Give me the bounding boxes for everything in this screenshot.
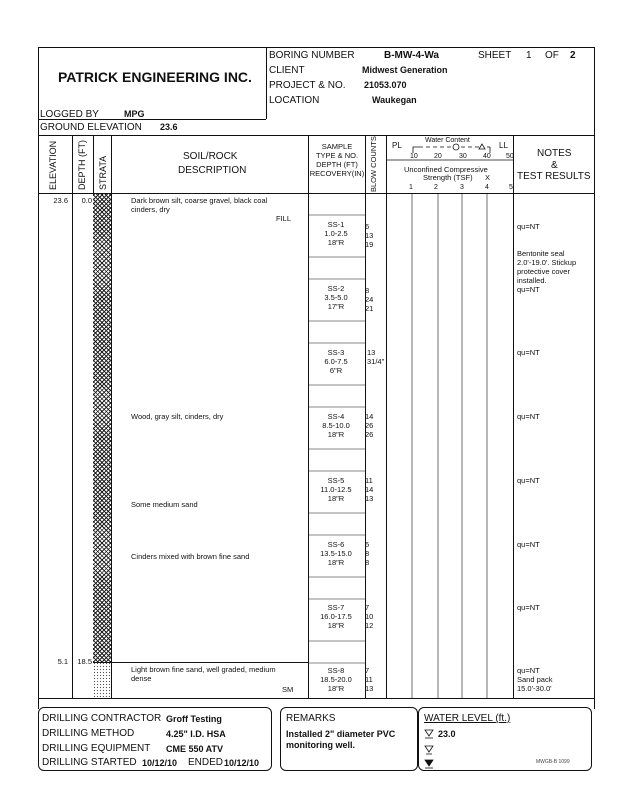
blows-ss5: 11 14 13 — [365, 476, 374, 503]
desc-fill-line1: Dark brown silt, coarse gravel, black coal — [131, 196, 268, 205]
ucs-tick-2: 2 — [434, 184, 438, 191]
project-label: PROJECT & NO. — [269, 80, 346, 91]
header-divider — [266, 47, 267, 119]
ended-label: ENDED — [188, 757, 224, 768]
wc-tick-40: 40 — [483, 153, 491, 160]
soil-header-line2: DESCRIPTION — [178, 165, 247, 176]
boring-number: B-MW-4-Wa — [384, 50, 439, 61]
method-label: DRILLING METHOD — [42, 728, 135, 739]
sample-ss4: SS-4 8.5-10.0 18"R — [322, 412, 350, 439]
ended-value: 10/12/10 — [224, 758, 260, 768]
chart-header-graphic — [386, 135, 513, 193]
elevation-header: ELEVATION — [48, 140, 58, 190]
method-value: 4.25" I.D. HSA — [166, 729, 226, 739]
note-ss5: qu=NT — [517, 476, 540, 485]
soil-header-line1: SOIL/ROCK — [183, 151, 238, 162]
col-line-elev — [72, 135, 73, 698]
notes-header-3: TEST RESULTS — [517, 171, 591, 182]
contractor-label: DRILLING CONTRACTOR — [42, 713, 162, 724]
remarks-line2: monitoring well. — [286, 740, 355, 750]
location-value: Waukegan — [372, 95, 417, 105]
water-level-symbols — [424, 729, 434, 769]
desc-fill-tag: FILL — [276, 214, 292, 223]
desc-wood: Wood, gray silt, cinders, dry — [131, 412, 224, 421]
ground-elevation-label: GROUND ELEVATION — [40, 122, 142, 133]
notes-header-2: & — [551, 160, 558, 171]
sample-ss3: SS-3 6.0-7.5 6"R — [324, 348, 348, 375]
remarks-label: REMARKS — [286, 713, 336, 724]
water-level-label: WATER LEVEL (ft.) — [424, 713, 511, 724]
note-ss7: qu=NT — [517, 603, 540, 612]
desc-sand-line1: Light brown fine sand, well graded, medium — [131, 665, 276, 674]
chart-gridlines — [386, 193, 513, 698]
sample-header-4: RECOVERY(IN) — [309, 169, 365, 178]
sample-header-1: SAMPLE — [321, 142, 353, 151]
sheet-label: SHEET — [478, 50, 512, 61]
project-number: 21053.070 — [364, 80, 407, 90]
desc-medium-sand: Some medium sand — [131, 500, 198, 509]
ucs-tick-3: 3 — [460, 184, 464, 191]
sample-ss7: SS-7 16.0-17.5 18"R — [320, 603, 352, 630]
client-value: Midwest Generation — [362, 65, 448, 75]
blows-ss3: 13 31/4" — [367, 348, 385, 366]
strata-fill-pattern — [93, 194, 111, 662]
sample-header-3: DEPTH (FT) — [316, 160, 358, 169]
equipment-label: DRILLING EQUIPMENT — [42, 743, 151, 754]
sample-ss8: SS-8 18.5-20.0 18"R — [320, 666, 352, 693]
elevation-bottom: 5.1 — [57, 657, 68, 666]
note-ss8: qu=NT Sand pack 15.0'-30.0' — [517, 666, 553, 693]
col-line-chart — [513, 135, 514, 698]
desc-cinders: Cinders mixed with brown fine sand — [131, 552, 250, 561]
left-border — [38, 47, 39, 709]
col-line-strata — [111, 135, 112, 698]
blows-ss7: 7 10 12 — [365, 603, 374, 630]
client-label: CLIENT — [269, 65, 305, 76]
top-border — [38, 47, 594, 48]
ucs-x-label: X — [485, 173, 491, 182]
form-code: MWGB-B 1099 — [536, 759, 570, 765]
desc-sand-line2: dense — [131, 674, 152, 683]
notes-header-1: NOTES — [537, 148, 572, 159]
sheet-total: 2 — [570, 50, 576, 61]
contractor-value: Groff Testing — [166, 714, 222, 724]
water-content-label: Water Content — [425, 137, 470, 144]
right-border — [594, 47, 595, 709]
sample-ss2: SS-2 3.5-5.0 17"R — [324, 284, 348, 311]
ucs-tick-1: 1 — [409, 184, 413, 191]
strata-header: STRATA — [98, 155, 108, 190]
note-ss1: qu=NT Bentonite seal 2.0'-19.0'. Stickup protective cover installed. qu=NT — [517, 222, 577, 294]
ucs-label-2: Strength (TSF) — [423, 173, 473, 182]
location-label: LOCATION — [269, 95, 320, 106]
started-value: 10/12/10 — [142, 758, 178, 768]
wc-tick-10: 10 — [410, 153, 418, 160]
note-ss4: qu=NT — [517, 412, 540, 421]
depth-header: DEPTH (FT) — [77, 140, 87, 190]
body-bottom — [38, 698, 594, 699]
wc-tick-50: 50 — [506, 153, 514, 160]
equipment-value: CME 550 ATV — [166, 744, 224, 754]
ucs-tick-5: 5 — [509, 184, 513, 191]
ucs-tick-4: 4 — [485, 184, 489, 191]
desc-sand-tag: SM — [282, 685, 294, 694]
sample-header-2: TYPE & NO. — [315, 151, 359, 160]
desc-fill-line2: cinders, dry — [131, 205, 170, 214]
note-ss3: qu=NT — [517, 348, 540, 357]
strata-boundary — [93, 662, 308, 663]
blows-ss4: 14 26 26 — [365, 412, 374, 439]
wc-tick-30: 30 — [459, 153, 467, 160]
ucs-label-1: Unconfined Compressive — [404, 165, 488, 174]
blows-ss8: 7 11 13 — [365, 666, 374, 693]
ground-elevation-value: 23.6 — [160, 122, 178, 132]
pl-label: PL — [392, 141, 402, 150]
blow-counts-header: BLOW COUNTS — [369, 136, 378, 192]
water-level-value: 23.0 — [438, 729, 456, 739]
depth-bottom: 18.5 — [77, 657, 92, 666]
logged-by-value: MPG — [124, 109, 145, 119]
logged-by-label: LOGGED BY — [40, 109, 99, 120]
remarks-line1: Installed 2" diameter PVC — [286, 729, 396, 739]
depth-top: 0.0 — [81, 196, 92, 205]
note-ss6: qu=NT — [517, 540, 540, 549]
wc-tick-20: 20 — [434, 153, 442, 160]
sample-ss5: SS-5 11.0-12.5 18"R — [320, 476, 352, 503]
company-name: PATRICK ENGINEERING INC. — [58, 69, 252, 85]
blows-ss1: 6 13 19 — [365, 222, 374, 249]
sample-ss1: SS-1 1.0-2.5 18"R — [324, 220, 348, 247]
elevation-top: 23.6 — [53, 196, 68, 205]
ll-label: LL — [499, 141, 508, 150]
boring-number-label: BORING NUMBER — [269, 50, 355, 61]
blows-ss6: 5 8 8 — [365, 540, 370, 567]
sheet-number: 1 — [526, 50, 532, 61]
sheet-of: OF — [545, 50, 559, 61]
sample-ss6: SS-6 13.5-15.0 18"R — [320, 540, 352, 567]
strata-sand-pattern — [93, 662, 111, 698]
started-label: DRILLING STARTED — [42, 757, 137, 768]
blows-ss2: 8 24 21 — [365, 286, 374, 313]
